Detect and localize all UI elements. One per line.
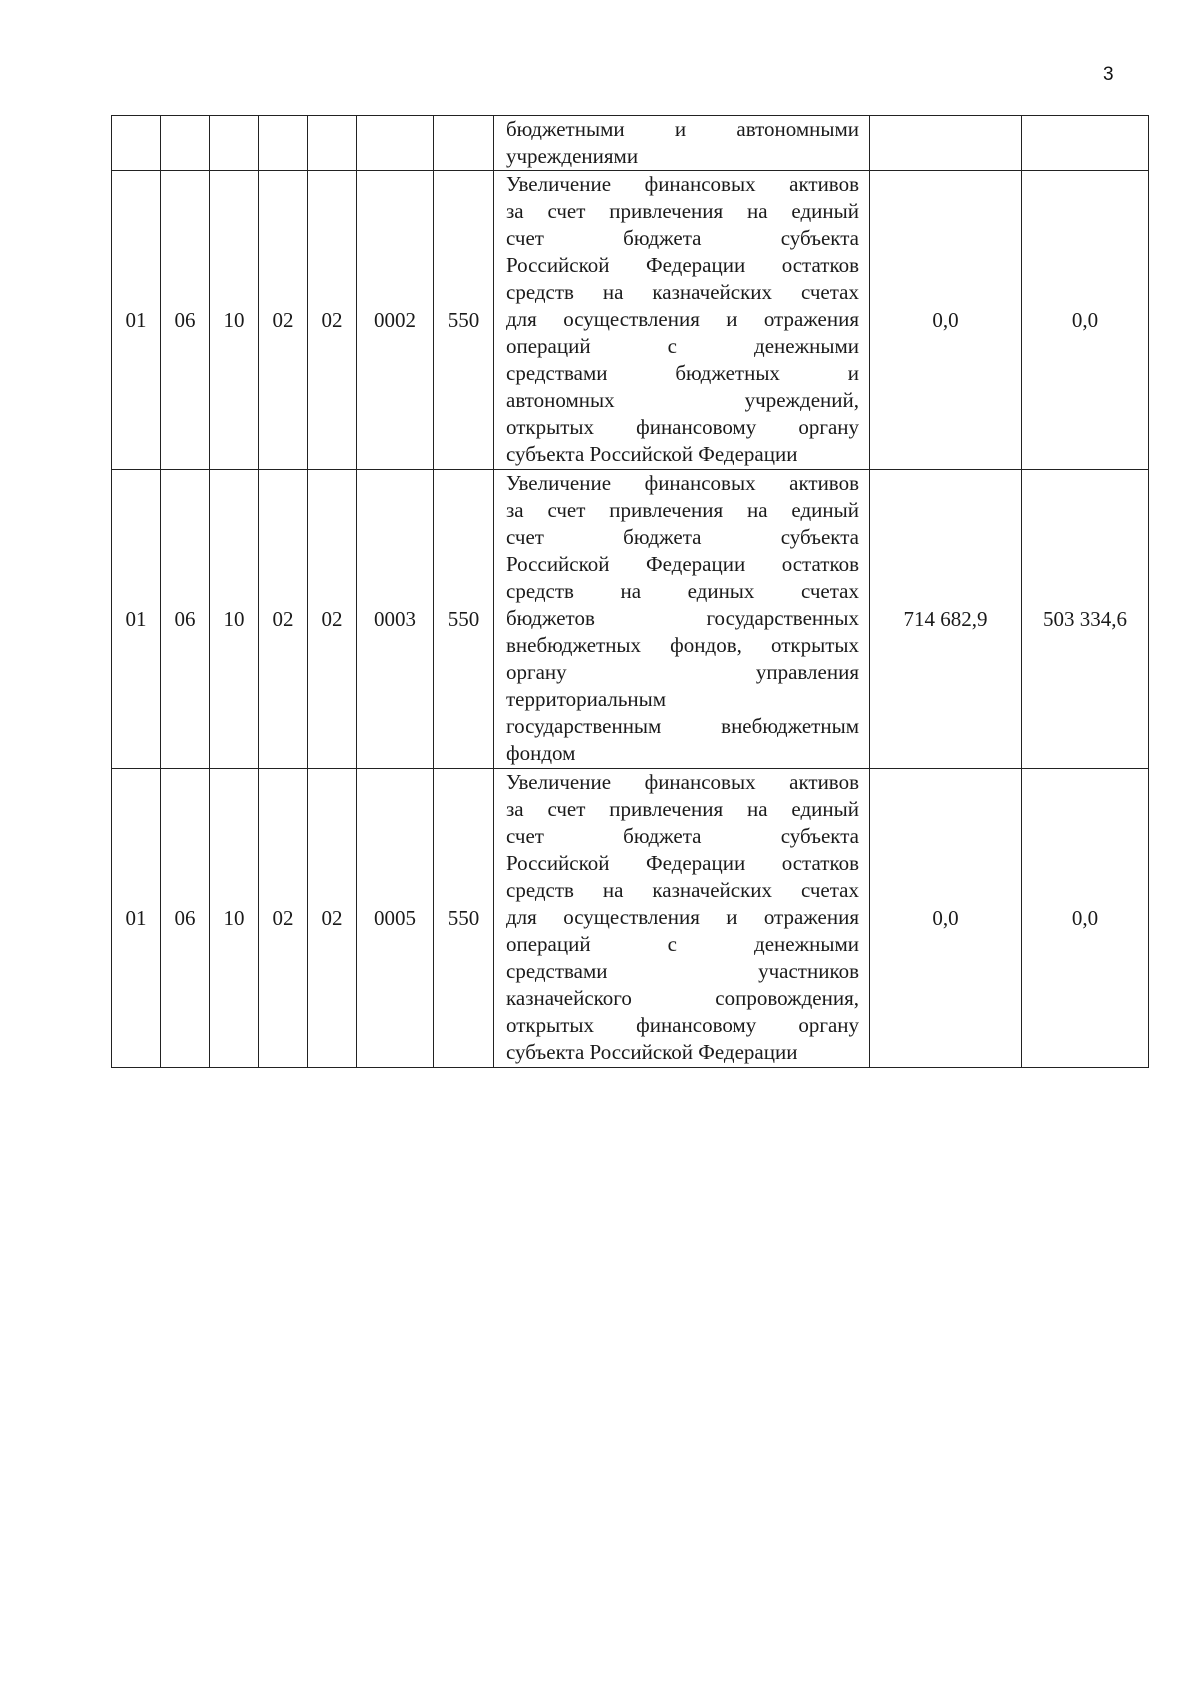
description-line: Российской Федерации остатков bbox=[506, 253, 859, 277]
amount-cell bbox=[1022, 769, 1149, 1068]
code-cell: 01 bbox=[112, 171, 161, 470]
description-line: учреждениями bbox=[506, 144, 639, 168]
description-line: открытых финансовому органу bbox=[506, 415, 859, 439]
code-cell bbox=[259, 116, 308, 171]
code-cell bbox=[308, 116, 357, 171]
table-row bbox=[112, 470, 1149, 769]
description-line: субъекта Российской Федерации bbox=[506, 1040, 798, 1064]
amount-value: 0,0 bbox=[1071, 905, 1099, 930]
code-cell bbox=[357, 116, 434, 171]
table-row bbox=[112, 769, 1149, 1068]
amount-cell bbox=[1022, 470, 1149, 769]
code-cell bbox=[161, 116, 210, 171]
description-line: операций с денежными bbox=[506, 334, 859, 358]
description-line: органу управления bbox=[506, 660, 859, 684]
description-line: средствами бюджетных и bbox=[506, 361, 859, 385]
code-cell: 02 bbox=[308, 769, 357, 1068]
amount-value: 0,0 bbox=[932, 307, 959, 332]
description-line: казначейского сопровождения, bbox=[506, 986, 859, 1010]
description-line: Российской Федерации остатков bbox=[506, 552, 859, 576]
description-line: территориальным bbox=[506, 687, 667, 711]
code-cell bbox=[434, 116, 494, 171]
description-line: счет бюджета субъекта bbox=[506, 525, 859, 549]
description-line: автономных учреждений, bbox=[506, 388, 859, 412]
table-row bbox=[112, 171, 1149, 470]
amount-value: 714 682,9 bbox=[903, 606, 988, 631]
description-line: за счет привлечения на единый bbox=[506, 498, 859, 522]
code-cell: 02 bbox=[308, 171, 357, 470]
code-cell: 0003 bbox=[357, 470, 434, 769]
amount-cell bbox=[870, 769, 1022, 1068]
description-line: Российской Федерации остатков bbox=[506, 851, 859, 875]
amount-value: 0,0 bbox=[1071, 307, 1099, 332]
description-line: фондом bbox=[506, 741, 576, 765]
code-cell: 02 bbox=[259, 171, 308, 470]
amount-value: 0,0 bbox=[932, 905, 959, 930]
code-cell: 550 bbox=[434, 769, 494, 1068]
description-cell bbox=[494, 116, 870, 171]
description-line: Увеличение финансовых активов bbox=[506, 172, 859, 196]
code-cell: 0002 bbox=[357, 171, 434, 470]
description-line: для осуществления и отражения bbox=[506, 905, 859, 929]
amount-value: 503 334,6 bbox=[1043, 606, 1127, 631]
amount-cell bbox=[870, 470, 1022, 769]
code-cell: 0005 bbox=[357, 769, 434, 1068]
description-line: счет бюджета субъекта bbox=[506, 226, 859, 250]
table-body bbox=[112, 116, 1149, 1068]
description-line: средств на казначейских счетах bbox=[506, 280, 859, 304]
description-line: за счет привлечения на единый bbox=[506, 797, 859, 821]
description-line: бюджетными и автономными bbox=[506, 117, 859, 141]
code-cell: 10 bbox=[210, 171, 259, 470]
page-number: 3 bbox=[1103, 64, 1114, 85]
code-cell: 10 bbox=[210, 470, 259, 769]
code-cell: 01 bbox=[112, 470, 161, 769]
code-cell: 02 bbox=[259, 470, 308, 769]
code-cell bbox=[210, 116, 259, 171]
amount-cell bbox=[870, 116, 1022, 171]
description-line: Увеличение финансовых активов bbox=[506, 471, 859, 495]
code-cell: 02 bbox=[308, 470, 357, 769]
description-line: бюджетов государственных bbox=[506, 606, 859, 630]
description-line: государственным внебюджетным bbox=[506, 714, 859, 738]
code-cell: 02 bbox=[259, 769, 308, 1068]
code-cell: 01 bbox=[112, 769, 161, 1068]
code-cell: 550 bbox=[434, 470, 494, 769]
description-line: средств на единых счетах bbox=[506, 579, 859, 603]
code-cell: 06 bbox=[161, 171, 210, 470]
description-line: открытых финансовому органу bbox=[506, 1013, 859, 1037]
budget-source-table bbox=[111, 115, 1149, 1068]
code-cell: 10 bbox=[210, 769, 259, 1068]
code-cell bbox=[112, 116, 161, 171]
description-line: для осуществления и отражения bbox=[506, 307, 859, 331]
code-cell: 06 bbox=[161, 769, 210, 1068]
amount-cell bbox=[1022, 171, 1149, 470]
code-cell: 550 bbox=[434, 171, 494, 470]
code-cell: 06 bbox=[161, 470, 210, 769]
description-line: Увеличение финансовых активов bbox=[506, 770, 859, 794]
description-cell bbox=[494, 171, 870, 470]
description-line: операций с денежными bbox=[506, 932, 859, 956]
description-line: средств на казначейских счетах bbox=[506, 878, 859, 902]
description-line: внебюджетных фондов, открытых bbox=[506, 633, 859, 657]
table-row bbox=[112, 116, 1149, 171]
description-line: счет бюджета субъекта bbox=[506, 824, 859, 848]
description-cell bbox=[494, 769, 870, 1068]
amount-cell bbox=[870, 171, 1022, 470]
description-line: за счет привлечения на единый bbox=[506, 199, 859, 223]
description-line: средствами участников bbox=[506, 959, 859, 983]
description-line: субъекта Российской Федерации bbox=[506, 442, 798, 466]
amount-cell bbox=[1022, 116, 1149, 171]
description-cell bbox=[494, 470, 870, 769]
